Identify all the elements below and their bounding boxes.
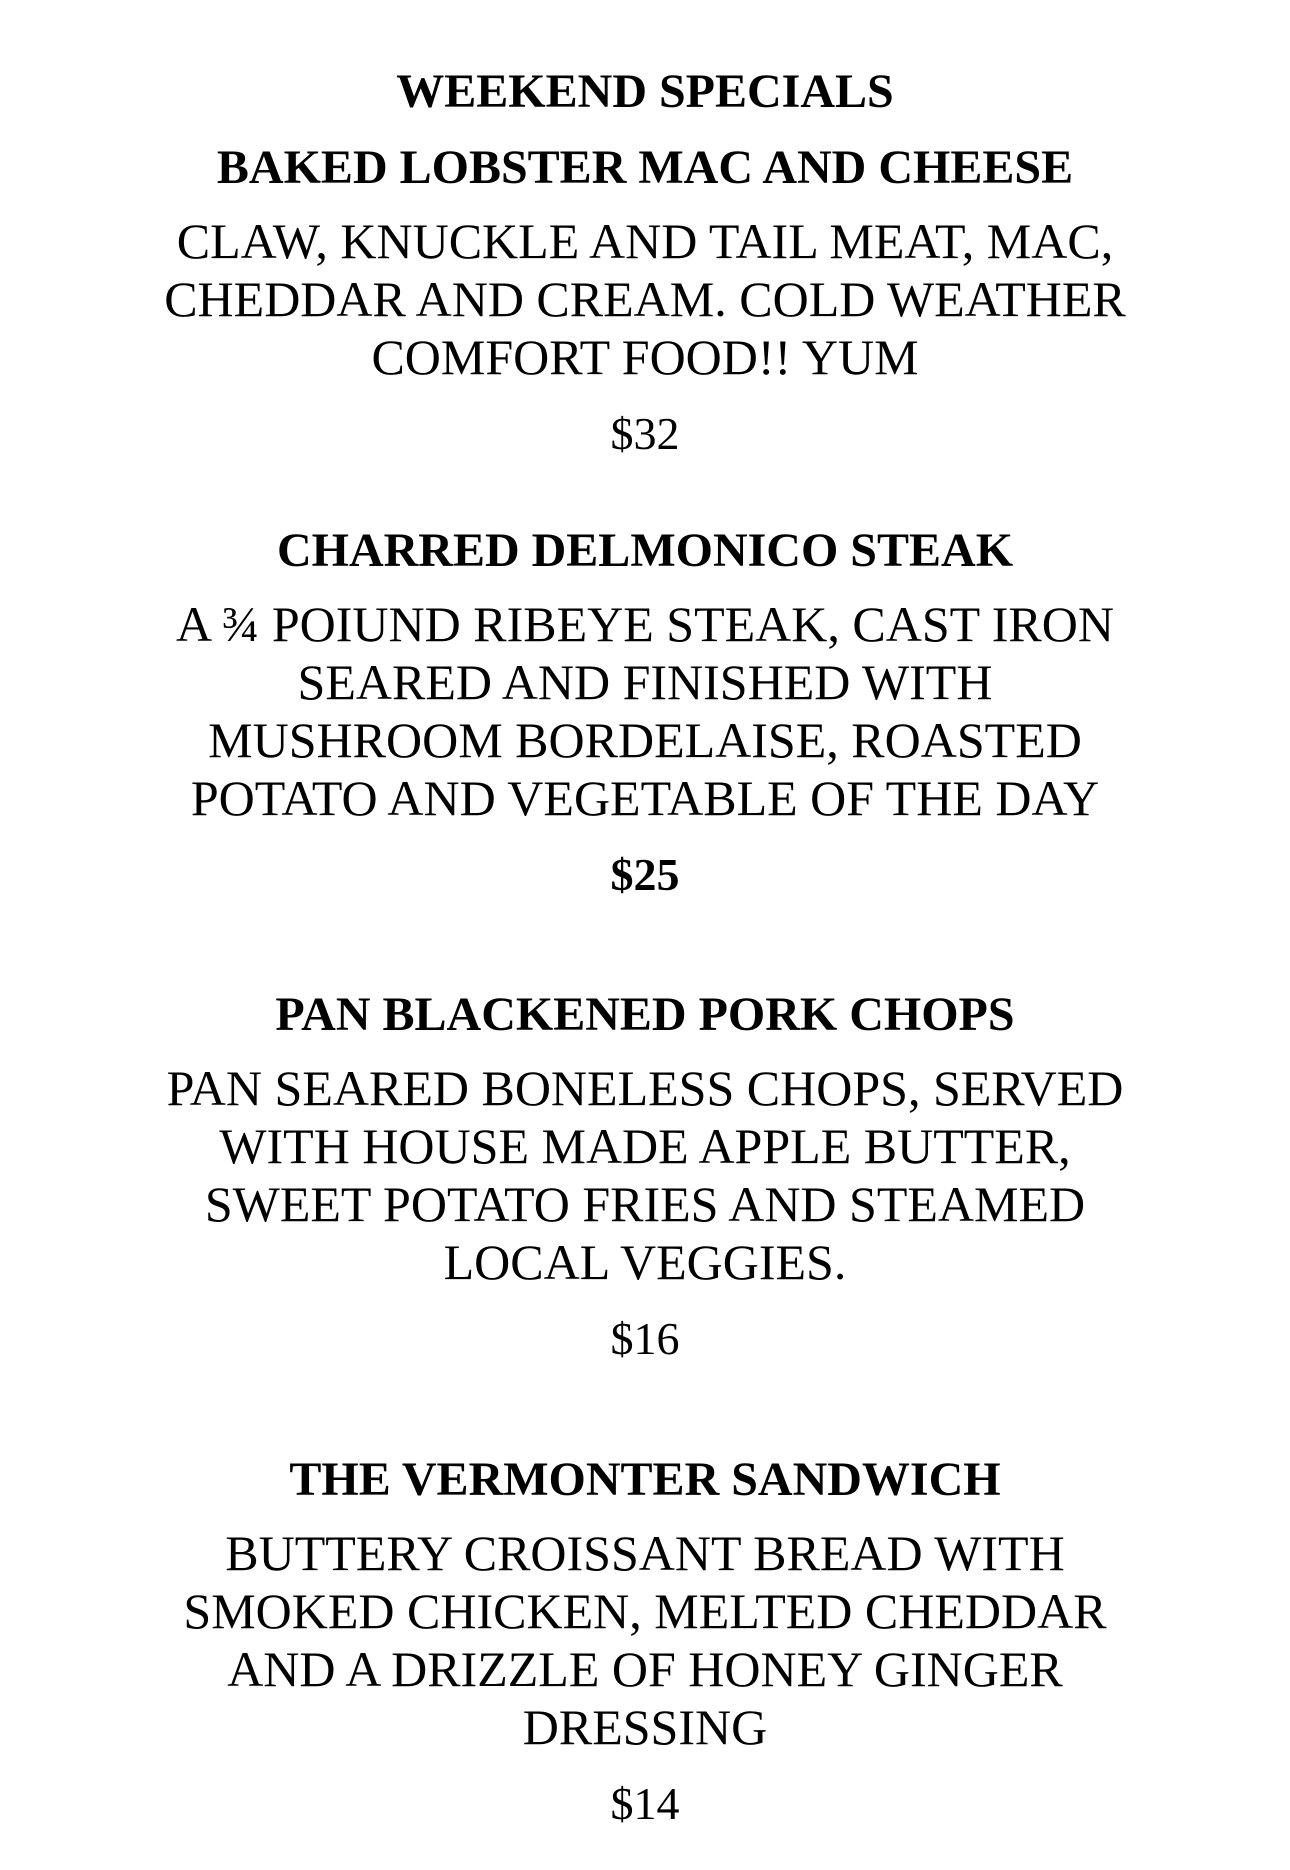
menu-item-pork-chops: [0, 985, 1290, 1369]
description-line: DRESSING: [522, 1699, 768, 1755]
item-price: $16: [610, 1313, 680, 1364]
description-line: WITH HOUSE MADE APPLE BUTTER,: [219, 1118, 1071, 1174]
description-line: BUTTERY CROISSANT BREAD WITH: [225, 1525, 1065, 1581]
description-line: CLAW, KNUCKLE AND TAIL MEAT, MAC,: [176, 213, 1114, 269]
description-line: SEARED AND FINISHED WITH: [297, 654, 993, 710]
description-line: CHEDDAR AND CREAM. COLD WEATHER: [164, 271, 1126, 327]
description-line: MUSHROOM BORDELAISE, ROASTED: [208, 712, 1082, 768]
item-name: BAKED LOBSTER MAC AND CHEESE: [216, 141, 1074, 194]
item-description: [140, 595, 1150, 827]
item-description: [140, 1059, 1150, 1291]
menu-item-delmonico-steak: [0, 521, 1290, 905]
item-price: $25: [610, 849, 680, 900]
description-line: COMFORT FOOD!! YUM: [371, 329, 919, 385]
item-price: $14: [610, 1778, 680, 1829]
description-line: SMOKED CHICKEN, MELTED CHEDDAR: [183, 1583, 1107, 1639]
item-name: CHARRED DELMONICO STEAK: [276, 524, 1014, 577]
item-name: PAN BLACKENED PORK CHOPS: [275, 988, 1015, 1041]
item-description: [140, 1524, 1150, 1756]
menu-item-vermonter-sandwich: [0, 1450, 1290, 1834]
item-description: [140, 212, 1150, 386]
description-line: POTATO AND VEGETABLE OF THE DAY: [190, 770, 1100, 826]
description-line: SWEET POTATO FRIES AND STEAMED: [204, 1176, 1086, 1232]
item-name: THE VERMONTER SANDWICH: [289, 1453, 1001, 1506]
description-line: A ¾ POIUND RIBEYE STEAK, CAST IRON: [175, 596, 1114, 652]
page-title: WEEKEND SPECIALS: [396, 65, 894, 118]
description-line: LOCAL VEGGIES.: [443, 1234, 847, 1290]
description-line: PAN SEARED BONELESS CHOPS, SERVED: [166, 1060, 1124, 1116]
description-line: AND A DRIZZLE OF HONEY GINGER: [227, 1641, 1063, 1697]
menu-item-lobster-mac: [0, 138, 1290, 464]
item-price: $32: [610, 408, 680, 459]
